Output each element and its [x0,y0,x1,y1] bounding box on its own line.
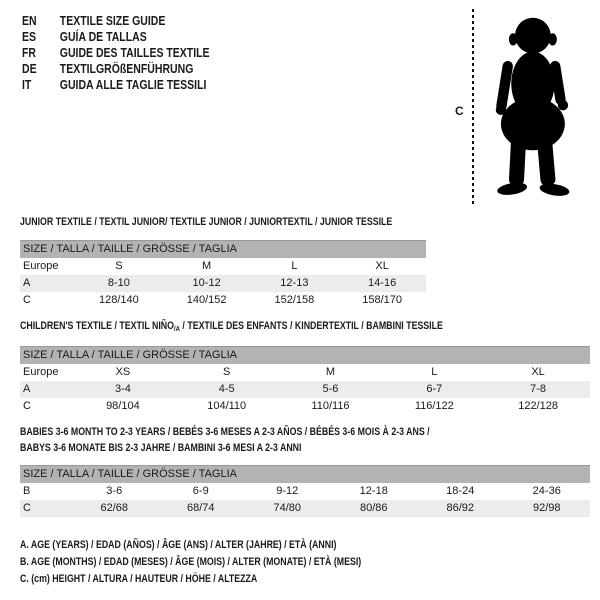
table-cell: 18-24 [446,485,475,497]
title-part: / TEXTILE DES ENFANTS / KINDERTEXTIL / BAMBINI TESSILE [179,320,443,332]
babies-table-title-text1: BABIES 3-6 MONTH TO 2-3 YEARS / BEBÉS 3-6 MESES A 2-3 AÑOS / BÉBÉS 3-6 MOIS À 2-3 ANS / [20,426,430,438]
babies-table-title-line1 [20,426,590,438]
table-row [20,483,590,500]
table-cell: 98/104 [106,400,140,412]
table-row [20,292,426,309]
table-cell: 6-7 [426,383,443,395]
table-cell: 12-18 [359,485,388,497]
table-cell: 68/74 [186,502,215,514]
table-row [20,381,590,398]
table-row [20,275,426,292]
table-cell: XS [115,366,131,378]
table-cell: 122/128 [518,400,558,412]
lang-row-en [22,13,210,29]
babies-table-title-line2 [20,442,590,454]
table-row [20,258,426,275]
table-cell: 9-12 [276,485,299,497]
table-cell: XL [531,366,545,378]
size-header-bar: SIZE / TALLA / TAILLE / GRÖSSE / TAGLIA [20,240,426,258]
table-cell: 3-4 [114,383,131,395]
legend-line-a: A. AGE (YEARS) / EDAD (AÑOS) / ÂGE (ANS) / ALTER (JAHRE) / ETÀ (ANNI) [20,539,337,551]
table-cell: 158/170 [362,294,402,306]
table-cell: 140/152 [186,294,227,306]
table-cell: M [325,366,336,378]
legend-line-c: C. (cm) HEIGHT / ALTURA / HAUTEUR / HÖHE / ALTEZZA [20,573,258,585]
table-cell: 6-9 [192,485,209,497]
lang-code: EN [22,14,37,28]
lang-title: TEXTILE SIZE GUIDE [59,14,166,28]
row-label: Europe [23,366,59,378]
childrens-textile-section [20,320,590,415]
babies-textile-section [20,426,590,517]
table-cell: 104/110 [207,400,247,412]
table-cell: S [115,260,123,272]
lang-row-de [22,61,210,77]
table-cell: 24-36 [532,485,561,497]
lang-row-fr [22,45,210,61]
lang-title: GUIDA ALLE TAGLIE TESSILI [59,78,207,92]
height-measure-label: C [455,104,464,118]
childrens-size-table [20,346,590,415]
row-label: B [23,485,31,497]
legend-line-b: B. AGE (MONTHS) / EDAD (MESES) / ÂGE (MOIS) / ALTER (MONATE) / ETÀ (MESI) [20,556,362,568]
lang-title: TEXTILGRÖßENFÜHRUNG [59,62,194,76]
lang-code: FR [22,46,37,60]
row-label: C [23,502,31,514]
babies-size-table [20,465,590,517]
table-cell: 62/68 [100,502,129,514]
table-cell: 116/122 [414,400,454,412]
table-cell: 8-10 [107,277,130,289]
table-cell: 92/98 [532,502,561,514]
lang-row-it [22,77,210,93]
table-row [20,364,590,381]
junior-textile-section [20,216,426,309]
row-label: C [23,294,31,306]
table-cell: 80/86 [359,502,388,514]
table-cell: M [202,260,212,272]
title-part: CHILDREN'S TEXTILE / TEXTIL NIÑO [20,320,174,332]
table-cell: 4-5 [218,383,235,395]
table-cell: 5-6 [322,383,339,395]
lang-code: DE [22,62,37,76]
lang-code: IT [22,78,32,92]
table-cell: 128/140 [98,294,139,306]
lang-code: ES [22,30,37,44]
junior-size-table [20,240,426,309]
height-measure-dashed-line [472,9,474,207]
table-cell: 74/80 [273,502,302,514]
row-label: A [23,277,31,289]
figure-area [440,5,600,211]
lang-title: GUIDE DES TAILLES TEXTILE [59,46,210,60]
table-cell: 7-8 [530,383,547,395]
table-row [20,398,590,415]
title-part-subscript: /A [173,324,180,333]
junior-table-title [20,216,426,228]
babies-table-title-text2: BABYS 3-6 MONATE BIS 2-3 JAHRE / BAMBINI 3-6 MESI A 2-3 ANNI [20,442,302,454]
table-cell: 110/116 [311,400,350,412]
childrens-table-title [20,320,590,332]
toddler-silhouette-icon [484,8,578,208]
table-cell: 86/92 [446,502,475,514]
size-header-bar: SIZE / TALLA / TAILLE / GRÖSSE / TAGLIA [20,346,590,364]
table-cell: 10-12 [192,277,221,289]
lang-row-es [22,29,210,45]
junior-table-title-text: JUNIOR TEXTILE / TEXTIL JUNIOR/ TEXTILE JUNIOR / JUNIORTEXTIL / JUNIOR TESSILE [20,216,393,228]
childrens-table-title-text [20,320,443,335]
table-cell: L [431,366,438,378]
row-label: Europe [23,260,59,272]
lang-title: GUÍA DE TALLAS [59,30,147,44]
table-cell: L [291,260,298,272]
size-header-bar: SIZE / TALLA / TAILLE / GRÖSSE / TAGLIA [20,465,590,483]
legend [20,537,447,588]
table-cell: 3-6 [106,485,123,497]
table-cell: 152/158 [274,294,315,306]
table-cell: 14-16 [368,277,397,289]
language-header [22,13,245,93]
table-cell: XL [375,260,389,272]
row-label: A [23,383,31,395]
table-row [20,500,590,517]
table-cell: 12-13 [280,277,309,289]
row-label: C [23,400,31,412]
table-cell: S [223,366,231,378]
